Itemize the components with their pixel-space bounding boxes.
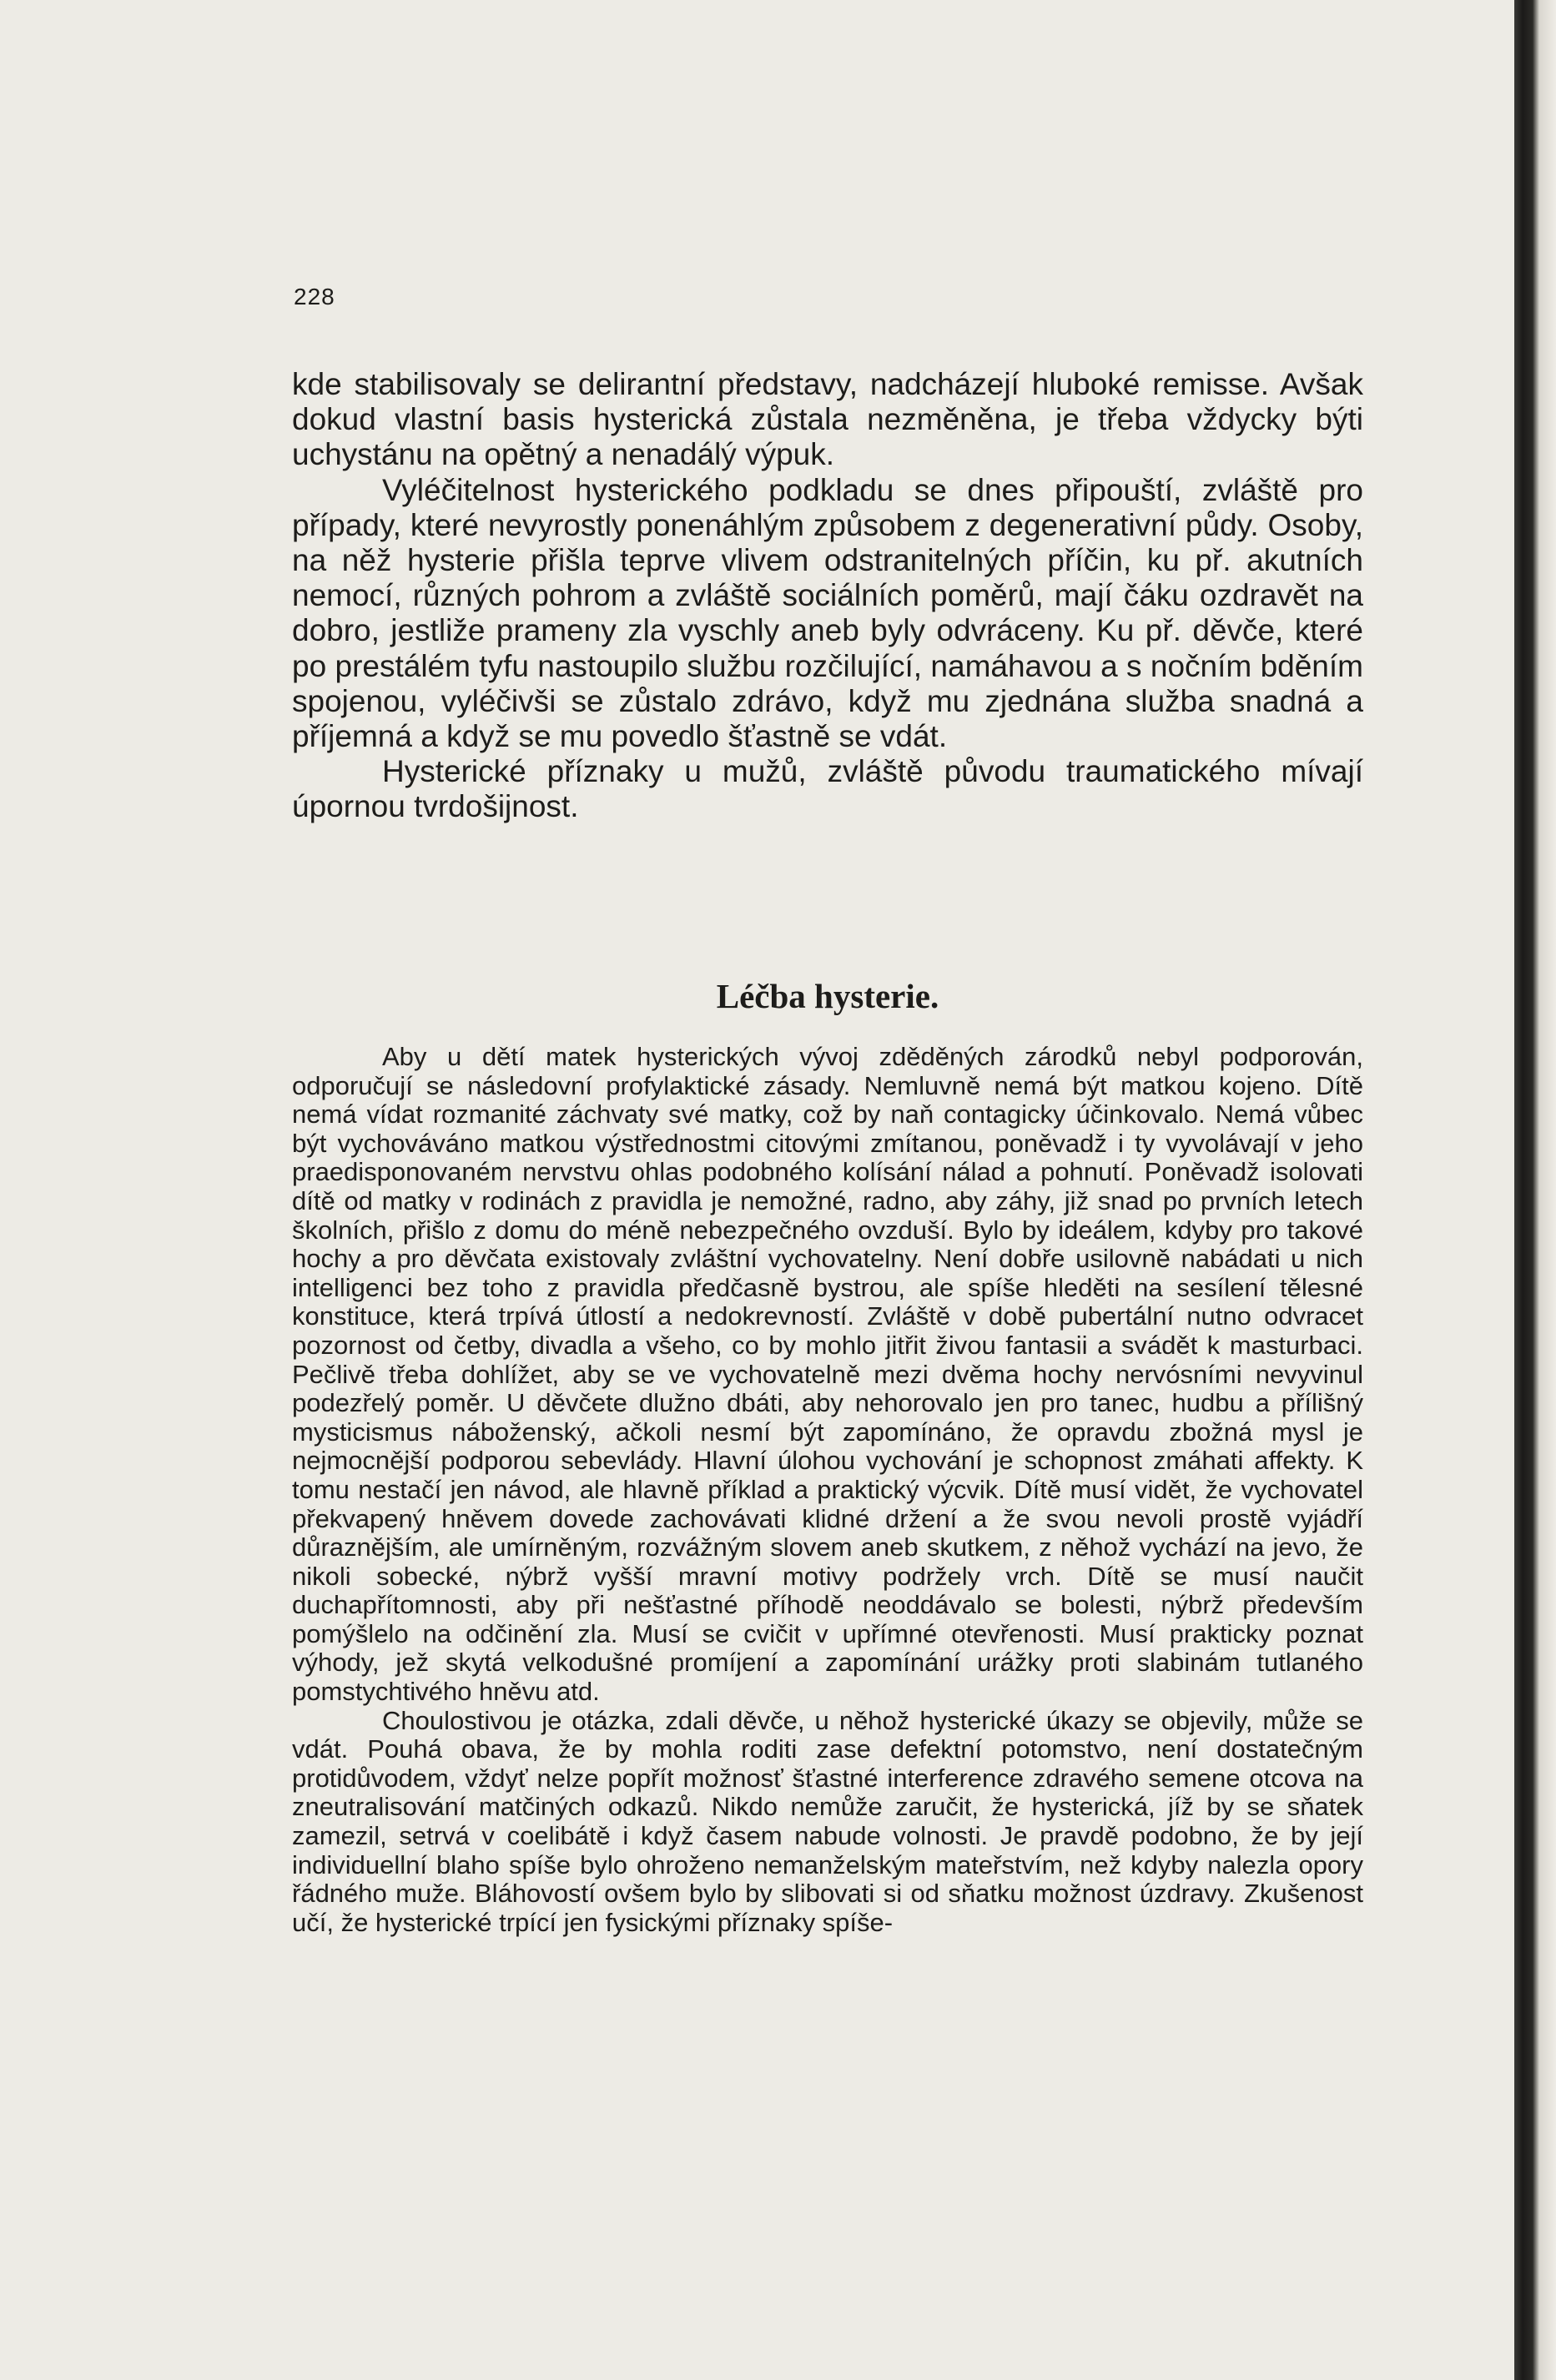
paragraph: Vyléčitelnost hysterického podkladu se dnes připouští, zvláště pro případy, které nevyrostly ponenáhlým způsobem z degenerativní půdy. Osoby, na něž hysterie přišla teprve vlivem odstranitelných příčin, ku př. akutních nemocí, různých pohrom a zvláště sociálních poměrů, mají čáku ozdravět na dobro, jestliže prameny zla vyschly aneb byly odvráceny. Ku př. děvče, které po prestálém tyfu nastoupilo službu rozčilující, namáhavou a s nočním bděním spojenou, vyléčivši se zůstalo zdrávo, když mu zjednána služba snadná a příjemná a když se mu povedlo šťastně se vdát. <box>292 472 1363 754</box>
page-number: 228 <box>294 284 335 309</box>
section-heading: Léčba hysterie. <box>716 977 939 1015</box>
paragraph: Hysterické příznaky u mužů, zvláště původu traumatického mívají úpornou tvrdošijnost. <box>292 754 1363 824</box>
paragraph: Aby u dětí matek hysterických vývoj zděděných zárodků nebyl podporován, odporučují se následovní profylaktické zásady. Nemluvně nemá být matkou kojeno. Dítě nemá vídat rozmanité záchvaty své matky, což by naň contagicky účinkovalo. Nemá vůbec být vychováváno matkou výstřednostmi citovými zmítanou, poněvadž i ty vyvolávají v jeho praedisponovaném nervstvu ohlas podobného kolísání nálad a pohnutí. Poněvadž isolovati dítě od matky v rodinách z pravidla je nemožné, radno, aby záhy, již snad po prvních letech školních, přišlo z domu do méně nebezpečného ovzduší. Bylo by ideálem, kdyby pro takové hochy a pro děvčata existovaly zvláštní vychovatelny. Není dobře usilovně nabádati u nich intelligenci bez toho z pravidla předčasně bystrou, ale spíše hleděti na sesílení tělesné konstituce, která trpívá útlostí a nedokrevností. Zvláště v době pubertální nutno odvracet pozornost od četby, divadla a všeho, co by mohlo jitřit živou fantasii a svádět k masturbaci. Pečlivě třeba dohlížet, aby se ve vychovatelně mezi dvěma hochy nervósními nevyvinul podezřelý poměr. U děvčete dlužno dbáti, aby nehorovalo jen pro tanec, hudbu a přílišný mysticismus náboženský, ačkoli nesmí být zapomínáno, že opravdu zbožná mysl je nejmocnější podporou sebevlády. Hlavní úlohou vychování je schopnost zmáhati affekty. K tomu nestačí jen návod, ale hlavně příklad a praktický výcvik. Dítě musí vidět, že vychovatel překvapený hněvem dovede zachovávati klidné držení a že svou nevoli prostě vyjádří důraznějším, ale umírněným, rozvážným slovem aneb skutkem, z něhož vychází na jevo, že nikoli sobecké, nýbrž vyšší mravní motivy podržely vrch. Dítě se musí naučit duchapřítomnosti, aby při nešťastné příhodě neoddávalo se bolesti, nýbrž především pomýšlelo na odčinění zla. Musí se cvičit v upřímné otevřenosti. Musí prakticky poznat výhody, jež skytá velkodušné promíjení a zapomínání urážky proti slabinám tutlaného pomstychtivého hněvu atd. <box>292 1042 1363 1707</box>
lead-text-block <box>292 367 1363 825</box>
section-text-block <box>292 1043 1363 1937</box>
paragraph: kde stabilisovaly se delirantní představy, nadcházejí hluboké remisse. Avšak dokud vlastní basis hysterická zůstala nezměněna, je třeba vždycky býti uchystánu na opětný a nenadálý výpuk. <box>292 367 1363 472</box>
book-spine-edge <box>1514 0 1556 2380</box>
paragraph: Choulostivou je otázka, zdali děvče, u něhož hysterické úkazy se objevily, může se vdát. Pouhá obava, že by mohla roditi zase defektní potomstvo, není dostatečným protidůvodem, vždyť nelze popřít možnosť šťastné interference zdravého semene otcova na zneutralisování matčiných odkazů. Nikdo nemůže zaručit, že hysterická, jíž by se sňatek zamezil, setrvá v coelibátě i když časem nabude volnosti. Je pravdě podobno, že by její individuellní blaho spíše bylo ohroženo nemanželským mateřstvím, než kdyby nalezla opory řádného muže. Bláhovostí ovšem bylo by slibovati si od sňatku možnost úzdravy. Zkušenost učí, že hysterické trpící jen fysickými příznaky spíše- <box>292 1705 1363 1937</box>
